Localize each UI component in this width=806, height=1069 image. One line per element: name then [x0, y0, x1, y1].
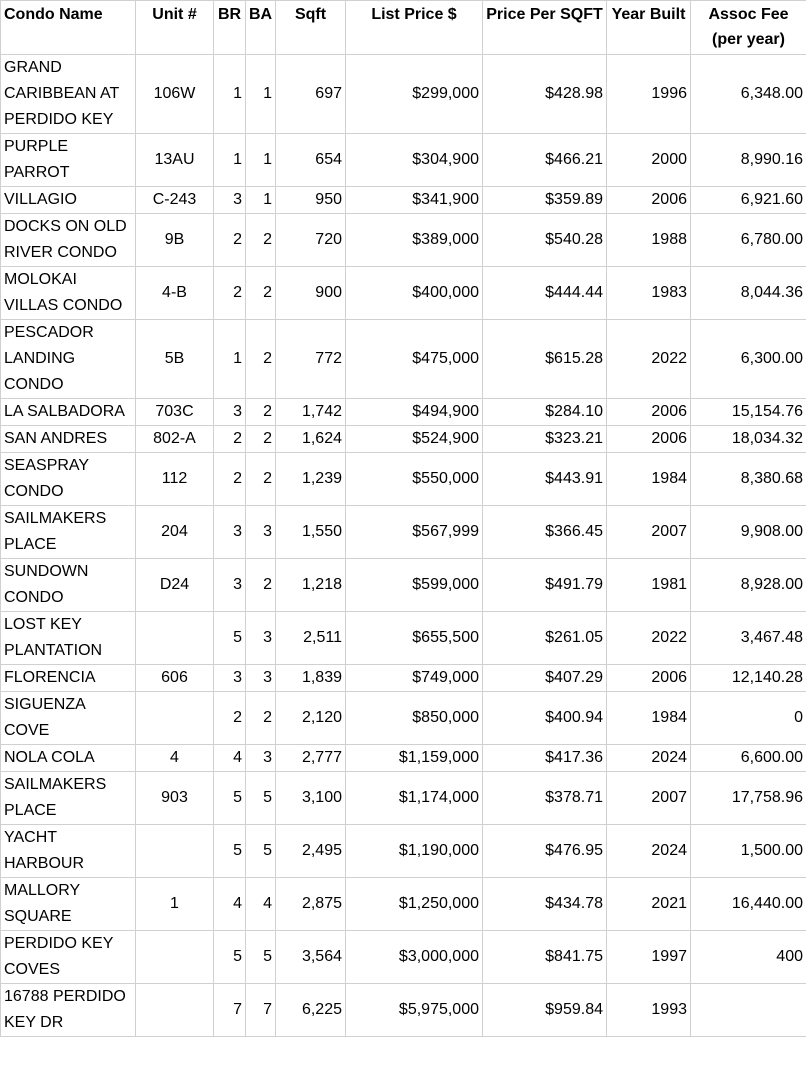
- table-row: [1, 984, 806, 1037]
- cell-sqft[interactable]: 3,564: [276, 931, 346, 984]
- cell-assoc-fee[interactable]: 16,440.00: [691, 878, 806, 931]
- cell-ba[interactable]: 3: [246, 506, 276, 559]
- cell-assoc-fee[interactable]: 3,467.48: [691, 612, 806, 665]
- cell-ba[interactable]: 2: [246, 426, 276, 453]
- cell-assoc-fee[interactable]: 12,140.28: [691, 665, 806, 692]
- header-row: [1, 1, 806, 55]
- cell-unit[interactable]: 106W: [136, 55, 214, 134]
- col-header-br[interactable]: BR: [214, 1, 246, 55]
- col-header-ba[interactable]: BA: [246, 1, 276, 55]
- cell-list-price[interactable]: $749,000: [346, 665, 483, 692]
- table-row: [1, 426, 806, 453]
- cell-assoc-fee[interactable]: 9,908.00: [691, 506, 806, 559]
- table-row: [1, 931, 806, 984]
- cell-br[interactable]: 4: [214, 745, 246, 772]
- cell-condo-name[interactable]: SEASPRAY CONDO: [1, 453, 136, 506]
- table-row: [1, 399, 806, 426]
- cell-br[interactable]: 3: [214, 665, 246, 692]
- cell-sqft[interactable]: 2,777: [276, 745, 346, 772]
- cell-price-per-sqft[interactable]: $959.84: [483, 984, 607, 1037]
- cell-br[interactable]: 3: [214, 187, 246, 214]
- cell-br[interactable]: 2: [214, 267, 246, 320]
- cell-assoc-fee[interactable]: [691, 984, 806, 1037]
- cell-price-per-sqft[interactable]: $466.21: [483, 134, 607, 187]
- cell-condo-name[interactable]: SAILMAKERS PLACE: [1, 506, 136, 559]
- cell-sqft[interactable]: 697: [276, 55, 346, 134]
- cell-year-built[interactable]: 1981: [607, 559, 691, 612]
- cell-br[interactable]: 3: [214, 559, 246, 612]
- cell-list-price[interactable]: $475,000: [346, 320, 483, 399]
- cell-assoc-fee[interactable]: 6,921.60: [691, 187, 806, 214]
- cell-sqft[interactable]: 1,218: [276, 559, 346, 612]
- cell-ba[interactable]: 5: [246, 772, 276, 825]
- cell-ba[interactable]: 2: [246, 453, 276, 506]
- cell-price-per-sqft[interactable]: $443.91: [483, 453, 607, 506]
- cell-assoc-fee[interactable]: 1,500.00: [691, 825, 806, 878]
- cell-sqft[interactable]: 1,624: [276, 426, 346, 453]
- cell-unit[interactable]: [136, 692, 214, 745]
- cell-ba[interactable]: 2: [246, 214, 276, 267]
- cell-unit[interactable]: D24: [136, 559, 214, 612]
- cell-sqft[interactable]: 1,742: [276, 399, 346, 426]
- cell-condo-name[interactable]: SAILMAKERS PLACE: [1, 772, 136, 825]
- cell-unit[interactable]: C-243: [136, 187, 214, 214]
- cell-sqft[interactable]: 2,875: [276, 878, 346, 931]
- cell-price-per-sqft[interactable]: $284.10: [483, 399, 607, 426]
- cell-list-price[interactable]: $299,000: [346, 55, 483, 134]
- cell-unit[interactable]: [136, 612, 214, 665]
- table-body: [1, 55, 806, 1037]
- cell-br[interactable]: 5: [214, 772, 246, 825]
- cell-unit[interactable]: 1: [136, 878, 214, 931]
- cell-br[interactable]: 1: [214, 320, 246, 399]
- col-header-sqft[interactable]: Sqft: [276, 1, 346, 55]
- cell-condo-name[interactable]: FLORENCIA: [1, 665, 136, 692]
- cell-br[interactable]: 1: [214, 55, 246, 134]
- cell-br[interactable]: 5: [214, 612, 246, 665]
- cell-price-per-sqft[interactable]: $417.36: [483, 745, 607, 772]
- cell-unit[interactable]: 903: [136, 772, 214, 825]
- cell-assoc-fee[interactable]: 8,044.36: [691, 267, 806, 320]
- cell-unit[interactable]: 9B: [136, 214, 214, 267]
- cell-sqft[interactable]: 654: [276, 134, 346, 187]
- cell-ba[interactable]: 7: [246, 984, 276, 1037]
- cell-br[interactable]: 4: [214, 878, 246, 931]
- cell-unit[interactable]: [136, 931, 214, 984]
- cell-assoc-fee[interactable]: 6,780.00: [691, 214, 806, 267]
- cell-year-built[interactable]: 1996: [607, 55, 691, 134]
- cell-unit[interactable]: 703C: [136, 399, 214, 426]
- cell-list-price[interactable]: $567,999: [346, 506, 483, 559]
- cell-condo-name[interactable]: SAN ANDRES: [1, 426, 136, 453]
- cell-ba[interactable]: 1: [246, 187, 276, 214]
- cell-ba[interactable]: 3: [246, 665, 276, 692]
- cell-year-built[interactable]: 2007: [607, 506, 691, 559]
- cell-unit[interactable]: 606: [136, 665, 214, 692]
- cell-year-built[interactable]: 1988: [607, 214, 691, 267]
- table-row: [1, 772, 806, 825]
- cell-unit[interactable]: 802-A: [136, 426, 214, 453]
- cell-list-price[interactable]: $599,000: [346, 559, 483, 612]
- cell-sqft[interactable]: 950: [276, 187, 346, 214]
- cell-list-price[interactable]: $400,000: [346, 267, 483, 320]
- cell-price-per-sqft[interactable]: $434.78: [483, 878, 607, 931]
- cell-sqft[interactable]: 2,511: [276, 612, 346, 665]
- table-row: [1, 214, 806, 267]
- cell-price-per-sqft[interactable]: $400.94: [483, 692, 607, 745]
- cell-year-built[interactable]: 2024: [607, 825, 691, 878]
- cell-price-per-sqft[interactable]: $540.28: [483, 214, 607, 267]
- cell-year-built[interactable]: 2024: [607, 745, 691, 772]
- cell-list-price[interactable]: $304,900: [346, 134, 483, 187]
- cell-price-per-sqft[interactable]: $444.44: [483, 267, 607, 320]
- cell-year-built[interactable]: 2006: [607, 399, 691, 426]
- cell-list-price[interactable]: $550,000: [346, 453, 483, 506]
- col-header-assoc-fee[interactable]: Assoc Fee (per year): [691, 1, 806, 55]
- cell-list-price[interactable]: $341,900: [346, 187, 483, 214]
- cell-condo-name[interactable]: MOLOKAI VILLAS CONDO: [1, 267, 136, 320]
- cell-ba[interactable]: 3: [246, 612, 276, 665]
- cell-list-price[interactable]: $389,000: [346, 214, 483, 267]
- table-row: [1, 55, 806, 134]
- cell-condo-name[interactable]: PURPLE PARROT: [1, 134, 136, 187]
- cell-assoc-fee[interactable]: 17,758.96: [691, 772, 806, 825]
- cell-br[interactable]: 5: [214, 931, 246, 984]
- cell-list-price[interactable]: $850,000: [346, 692, 483, 745]
- cell-ba[interactable]: 5: [246, 825, 276, 878]
- cell-year-built[interactable]: 2007: [607, 772, 691, 825]
- cell-assoc-fee[interactable]: 15,154.76: [691, 399, 806, 426]
- cell-year-built[interactable]: 2000: [607, 134, 691, 187]
- table-row: [1, 187, 806, 214]
- cell-unit[interactable]: 4-B: [136, 267, 214, 320]
- cell-br[interactable]: 3: [214, 506, 246, 559]
- cell-price-per-sqft[interactable]: $366.45: [483, 506, 607, 559]
- cell-price-per-sqft[interactable]: $476.95: [483, 825, 607, 878]
- cell-price-per-sqft[interactable]: $615.28: [483, 320, 607, 399]
- cell-price-per-sqft[interactable]: $428.98: [483, 55, 607, 134]
- col-header-price-per-sqft[interactable]: Price Per SQFT: [483, 1, 607, 55]
- table-row: [1, 825, 806, 878]
- cell-ba[interactable]: 2: [246, 692, 276, 745]
- cell-list-price[interactable]: $1,174,000: [346, 772, 483, 825]
- cell-list-price[interactable]: $1,159,000: [346, 745, 483, 772]
- cell-sqft[interactable]: 1,839: [276, 665, 346, 692]
- cell-year-built[interactable]: 2006: [607, 187, 691, 214]
- cell-list-price[interactable]: $5,975,000: [346, 984, 483, 1037]
- col-header-condo-name[interactable]: Condo Name: [1, 1, 136, 55]
- cell-sqft[interactable]: 2,120: [276, 692, 346, 745]
- cell-br[interactable]: 2: [214, 692, 246, 745]
- table-row: [1, 559, 806, 612]
- cell-price-per-sqft[interactable]: $378.71: [483, 772, 607, 825]
- cell-year-built[interactable]: 2006: [607, 426, 691, 453]
- table-row: [1, 745, 806, 772]
- cell-condo-name[interactable]: MALLORY SQUARE: [1, 878, 136, 931]
- cell-br[interactable]: 1: [214, 134, 246, 187]
- cell-assoc-fee[interactable]: 8,380.68: [691, 453, 806, 506]
- cell-condo-name[interactable]: LOST KEY PLANTATION: [1, 612, 136, 665]
- cell-list-price[interactable]: $1,250,000: [346, 878, 483, 931]
- cell-br[interactable]: 7: [214, 984, 246, 1037]
- cell-assoc-fee[interactable]: 8,990.16: [691, 134, 806, 187]
- cell-year-built[interactable]: 1993: [607, 984, 691, 1037]
- cell-unit[interactable]: [136, 825, 214, 878]
- cell-sqft[interactable]: 1,239: [276, 453, 346, 506]
- cell-assoc-fee[interactable]: 8,928.00: [691, 559, 806, 612]
- cell-price-per-sqft[interactable]: $323.21: [483, 426, 607, 453]
- table-row: [1, 506, 806, 559]
- cell-condo-name[interactable]: PESCADOR LANDING CONDO: [1, 320, 136, 399]
- cell-list-price[interactable]: $3,000,000: [346, 931, 483, 984]
- cell-condo-name[interactable]: SIGUENZA COVE: [1, 692, 136, 745]
- cell-ba[interactable]: 1: [246, 134, 276, 187]
- col-header-unit[interactable]: Unit #: [136, 1, 214, 55]
- cell-sqft[interactable]: 1,550: [276, 506, 346, 559]
- cell-ba[interactable]: 2: [246, 399, 276, 426]
- cell-sqft[interactable]: 3,100: [276, 772, 346, 825]
- cell-list-price[interactable]: $524,900: [346, 426, 483, 453]
- cell-sqft[interactable]: 6,225: [276, 984, 346, 1037]
- col-header-list-price[interactable]: List Price $: [346, 1, 483, 55]
- cell-assoc-fee[interactable]: 6,600.00: [691, 745, 806, 772]
- cell-list-price[interactable]: $655,500: [346, 612, 483, 665]
- cell-unit[interactable]: [136, 984, 214, 1037]
- cell-br[interactable]: 5: [214, 825, 246, 878]
- cell-price-per-sqft[interactable]: $261.05: [483, 612, 607, 665]
- cell-price-per-sqft[interactable]: $841.75: [483, 931, 607, 984]
- cell-condo-name[interactable]: PERDIDO KEY COVES: [1, 931, 136, 984]
- cell-sqft[interactable]: 2,495: [276, 825, 346, 878]
- cell-assoc-fee[interactable]: 6,348.00: [691, 55, 806, 134]
- table-row: [1, 267, 806, 320]
- cell-br[interactable]: 2: [214, 453, 246, 506]
- cell-price-per-sqft[interactable]: $359.89: [483, 187, 607, 214]
- cell-unit[interactable]: 112: [136, 453, 214, 506]
- cell-br[interactable]: 2: [214, 426, 246, 453]
- cell-year-built[interactable]: 2021: [607, 878, 691, 931]
- cell-sqft[interactable]: 772: [276, 320, 346, 399]
- table-row: [1, 134, 806, 187]
- cell-condo-name[interactable]: SUNDOWN CONDO: [1, 559, 136, 612]
- cell-ba[interactable]: 2: [246, 267, 276, 320]
- cell-condo-name[interactable]: YACHT HARBOUR: [1, 825, 136, 878]
- cell-year-built[interactable]: 1984: [607, 692, 691, 745]
- cell-ba[interactable]: 5: [246, 931, 276, 984]
- cell-br[interactable]: 2: [214, 214, 246, 267]
- table-row: [1, 453, 806, 506]
- cell-condo-name[interactable]: LA SALBADORA: [1, 399, 136, 426]
- cell-ba[interactable]: 3: [246, 745, 276, 772]
- cell-condo-name[interactable]: DOCKS ON OLD RIVER CONDO: [1, 214, 136, 267]
- table-row: [1, 665, 806, 692]
- cell-condo-name[interactable]: GRAND CARIBBEAN AT PERDIDO KEY: [1, 55, 136, 134]
- cell-assoc-fee[interactable]: 0: [691, 692, 806, 745]
- cell-sqft[interactable]: 720: [276, 214, 346, 267]
- cell-price-per-sqft[interactable]: $491.79: [483, 559, 607, 612]
- cell-br[interactable]: 3: [214, 399, 246, 426]
- col-header-year-built[interactable]: Year Built: [607, 1, 691, 55]
- cell-condo-name[interactable]: VILLAGIO: [1, 187, 136, 214]
- cell-ba[interactable]: 2: [246, 320, 276, 399]
- cell-assoc-fee[interactable]: 18,034.32: [691, 426, 806, 453]
- cell-ba[interactable]: 2: [246, 559, 276, 612]
- cell-year-built[interactable]: 2022: [607, 320, 691, 399]
- cell-year-built[interactable]: 2006: [607, 665, 691, 692]
- table-row: [1, 612, 806, 665]
- cell-assoc-fee[interactable]: 400: [691, 931, 806, 984]
- cell-year-built[interactable]: 2022: [607, 612, 691, 665]
- table-row: [1, 878, 806, 931]
- table-row: [1, 692, 806, 745]
- cell-year-built[interactable]: 1984: [607, 453, 691, 506]
- cell-unit[interactable]: 4: [136, 745, 214, 772]
- cell-year-built[interactable]: 1983: [607, 267, 691, 320]
- cell-price-per-sqft[interactable]: $407.29: [483, 665, 607, 692]
- cell-list-price[interactable]: $494,900: [346, 399, 483, 426]
- cell-ba[interactable]: 4: [246, 878, 276, 931]
- cell-ba[interactable]: 1: [246, 55, 276, 134]
- cell-year-built[interactable]: 1997: [607, 931, 691, 984]
- table-row: [1, 320, 806, 399]
- cell-condo-name[interactable]: NOLA COLA: [1, 745, 136, 772]
- cell-unit[interactable]: 13AU: [136, 134, 214, 187]
- cell-unit[interactable]: 5B: [136, 320, 214, 399]
- cell-assoc-fee[interactable]: 6,300.00: [691, 320, 806, 399]
- cell-unit[interactable]: 204: [136, 506, 214, 559]
- cell-sqft[interactable]: 900: [276, 267, 346, 320]
- cell-list-price[interactable]: $1,190,000: [346, 825, 483, 878]
- cell-condo-name[interactable]: 16788 PERDIDO KEY DR: [1, 984, 136, 1037]
